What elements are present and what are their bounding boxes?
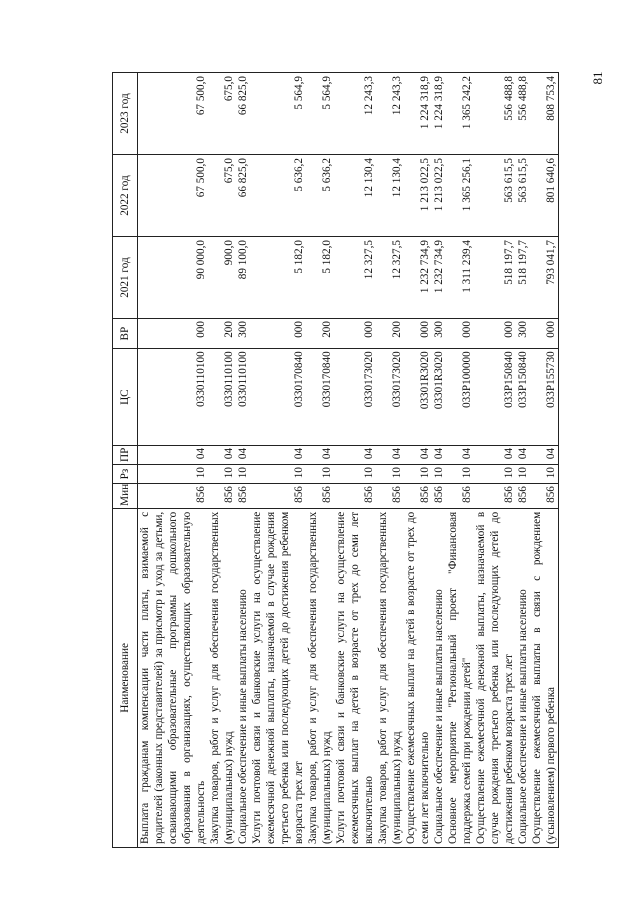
row-min-cell: 856	[432, 484, 446, 509]
header-2022: 2022 год	[113, 155, 138, 237]
row-vr-cell: 000	[334, 319, 376, 349]
table-row	[404, 73, 432, 848]
table-row	[376, 73, 404, 848]
row-2021-cell: 89 100,0	[236, 237, 250, 319]
row-min-cell: 856	[376, 484, 404, 509]
row-name-cell: Осуществление ежемесячной денежной выплаты, назначаемой в случае рождения третьего ребенка или последующих детей до достижения ребенком возраста трех лет	[474, 508, 516, 847]
row-rz-cell: 10	[208, 465, 236, 484]
row-2023-cell: 808 753,4	[530, 73, 559, 155]
row-2021-cell: 5 182,0	[306, 237, 334, 319]
table-row	[306, 73, 334, 848]
table-row	[208, 73, 236, 848]
row-pr-cell: 04	[432, 445, 446, 464]
budget-table	[112, 72, 559, 848]
row-2023-cell: 556 488,8	[516, 73, 530, 155]
row-2021-cell: 1 232 734,9	[404, 237, 432, 319]
header-cs: ЦС	[113, 349, 138, 446]
row-pr-cell: 04	[306, 445, 334, 464]
row-rz-cell: 10	[250, 465, 306, 484]
row-2023-cell: 5 564,9	[306, 73, 334, 155]
table-header-row	[113, 73, 138, 848]
table-row	[334, 73, 376, 848]
row-2023-cell: 5 564,9	[250, 73, 306, 155]
row-name-cell: Социальное обеспечение и иные выплаты населению	[516, 508, 530, 847]
table-row	[236, 73, 250, 848]
header-min: Мин	[113, 484, 138, 509]
row-cs-cell: 033P100000	[446, 349, 474, 446]
row-cs-cell: 0330110100	[138, 349, 209, 446]
row-cs-cell: 033P150840	[474, 349, 516, 446]
row-min-cell: 856	[530, 484, 559, 509]
row-2021-cell: 12 327,5	[376, 237, 404, 319]
header-2023: 2023 год	[113, 73, 138, 155]
row-vr-cell: 000	[138, 319, 209, 349]
row-cs-cell: 03301R3020	[404, 349, 432, 446]
header-pr: ПР	[113, 445, 138, 464]
row-2023-cell: 12 243,3	[376, 73, 404, 155]
row-2021-cell: 518 197,7	[516, 237, 530, 319]
row-rz-cell: 10	[474, 465, 516, 484]
row-pr-cell: 04	[404, 445, 432, 464]
table-row	[250, 73, 306, 848]
row-min-cell: 856	[334, 484, 376, 509]
row-2023-cell: 1 365 242,2	[446, 73, 474, 155]
row-vr-cell: 000	[474, 319, 516, 349]
row-cs-cell: 0330110100	[208, 349, 236, 446]
row-2022-cell: 12 130,4	[376, 155, 404, 237]
row-vr-cell: 000	[250, 319, 306, 349]
row-pr-cell: 04	[236, 445, 250, 464]
row-pr-cell: 04	[376, 445, 404, 464]
table-row	[474, 73, 516, 848]
row-min-cell: 856	[250, 484, 306, 509]
table-row	[530, 73, 559, 848]
row-2023-cell: 66 825,0	[236, 73, 250, 155]
row-2022-cell: 801 640,6	[530, 155, 559, 237]
row-2023-cell: 12 243,3	[334, 73, 376, 155]
row-min-cell: 856	[208, 484, 236, 509]
row-name-cell: Закупка товаров, работ и услуг для обеспечения государственных (муниципальных) нужд	[208, 508, 236, 847]
row-2023-cell: 67 500,0	[138, 73, 209, 155]
row-rz-cell: 10	[376, 465, 404, 484]
row-cs-cell: 0330173020	[334, 349, 376, 446]
row-min-cell: 856	[306, 484, 334, 509]
row-cs-cell: 033P155730	[530, 349, 559, 446]
row-rz-cell: 10	[516, 465, 530, 484]
row-2022-cell: 66 825,0	[236, 155, 250, 237]
row-pr-cell: 04	[530, 445, 559, 464]
row-pr-cell: 04	[474, 445, 516, 464]
row-2022-cell: 675,0	[208, 155, 236, 237]
row-2021-cell: 5 182,0	[250, 237, 306, 319]
row-name-cell: Закупка товаров, работ и услуг для обеспечения государственных (муниципальных) нужд	[376, 508, 404, 847]
header-name: Наименование	[113, 508, 138, 847]
row-rz-cell: 10	[432, 465, 446, 484]
row-pr-cell: 04	[250, 445, 306, 464]
row-rz-cell: 10	[530, 465, 559, 484]
row-name-cell: Закупка товаров, работ и услуг для обеспечения государственных (муниципальных) нужд	[306, 508, 334, 847]
row-min-cell: 856	[446, 484, 474, 509]
row-name-cell: Услуги почтовой связи и банковские услуги на осуществление ежемесячных выплат на детей в возрасте от трех до семи лет включительно	[334, 508, 376, 847]
row-vr-cell: 200	[306, 319, 334, 349]
row-2021-cell: 900,0	[208, 237, 236, 319]
row-vr-cell: 000	[446, 319, 474, 349]
row-rz-cell: 10	[446, 465, 474, 484]
table-body	[138, 73, 559, 848]
row-2021-cell: 12 327,5	[334, 237, 376, 319]
row-cs-cell: 033P150840	[516, 349, 530, 446]
row-2022-cell: 12 130,4	[334, 155, 376, 237]
row-name-cell: Услуги почтовой связи и банковские услуги на осуществление ежемесячной денежной выплаты, назначаемой в случае рождения третьего ребенка или последующих детей до достижения ребенком возраста трех лет	[250, 508, 306, 847]
row-2022-cell: 5 636,2	[306, 155, 334, 237]
table-row	[432, 73, 446, 848]
row-rz-cell: 10	[306, 465, 334, 484]
row-rz-cell: 10	[404, 465, 432, 484]
row-vr-cell: 000	[530, 319, 559, 349]
row-cs-cell: 0330173020	[376, 349, 404, 446]
page-number: 81	[590, 71, 605, 85]
row-rz-cell: 10	[236, 465, 250, 484]
row-vr-cell: 300	[432, 319, 446, 349]
row-name-cell: Осуществление ежемесячных выплат на детей в возрасте от трех до семи лет включительно	[404, 508, 432, 847]
row-vr-cell: 200	[376, 319, 404, 349]
row-min-cell: 856	[236, 484, 250, 509]
row-min-cell: 856	[516, 484, 530, 509]
row-min-cell: 856	[138, 484, 209, 509]
table-row	[138, 73, 209, 848]
row-2023-cell: 1 224 318,9	[404, 73, 432, 155]
row-2022-cell: 1 365 256,1	[446, 155, 474, 237]
row-min-cell: 856	[404, 484, 432, 509]
row-2022-cell: 1 213 022,5	[404, 155, 432, 237]
row-pr-cell: 04	[208, 445, 236, 464]
row-vr-cell: 300	[516, 319, 530, 349]
row-name-cell: Социальное обеспечение и иные выплаты населению	[432, 508, 446, 847]
row-2022-cell: 563 615,5	[516, 155, 530, 237]
row-vr-cell: 000	[404, 319, 432, 349]
row-rz-cell: 10	[138, 465, 209, 484]
row-pr-cell: 04	[446, 445, 474, 464]
row-cs-cell: 0330110100	[236, 349, 250, 446]
row-pr-cell: 04	[138, 445, 209, 464]
header-vr: ВР	[113, 319, 138, 349]
table-row	[516, 73, 530, 848]
row-rz-cell: 10	[334, 465, 376, 484]
row-cs-cell: 0330170840	[306, 349, 334, 446]
row-name-cell: Осуществление ежемесячной выплаты в связи с рождением (усыновлением) первого ребенка	[530, 508, 559, 847]
row-2021-cell: 90 000,0	[138, 237, 209, 319]
row-name-cell: Основное мероприятие "Региональный проект "Финансовая поддержка семей при рождении детей"	[446, 508, 474, 847]
row-name-cell: Выплата гражданам компенсации части платы, взимаемой с родителей (законных представителей) за присмотр и уход за детьми, осваивающими образовательные программы дошкольного образования в организациях, осуществляющих образовательную деятельность	[138, 508, 209, 847]
rotated-page-content	[112, 72, 557, 848]
row-2021-cell: 793 041,7	[530, 237, 559, 319]
row-2022-cell: 1 213 022,5	[432, 155, 446, 237]
row-2021-cell: 518 197,7	[474, 237, 516, 319]
row-name-cell: Социальное обеспечение и иные выплаты населению	[236, 508, 250, 847]
header-rz: Рз	[113, 465, 138, 484]
row-cs-cell: 03301R3020	[432, 349, 446, 446]
row-vr-cell: 200	[208, 319, 236, 349]
row-vr-cell: 300	[236, 319, 250, 349]
row-cs-cell: 0330170840	[250, 349, 306, 446]
row-pr-cell: 04	[516, 445, 530, 464]
row-2021-cell: 1 311 239,4	[446, 237, 474, 319]
row-2022-cell: 563 615,5	[474, 155, 516, 237]
row-2021-cell: 1 232 734,9	[432, 237, 446, 319]
row-min-cell: 856	[474, 484, 516, 509]
row-2022-cell: 5 636,2	[250, 155, 306, 237]
row-2023-cell: 556 488,8	[474, 73, 516, 155]
row-2022-cell: 67 500,0	[138, 155, 209, 237]
header-2021: 2021 год	[113, 237, 138, 319]
table-row	[446, 73, 474, 848]
row-2023-cell: 675,0	[208, 73, 236, 155]
row-2023-cell: 1 224 318,9	[432, 73, 446, 155]
row-pr-cell: 04	[334, 445, 376, 464]
